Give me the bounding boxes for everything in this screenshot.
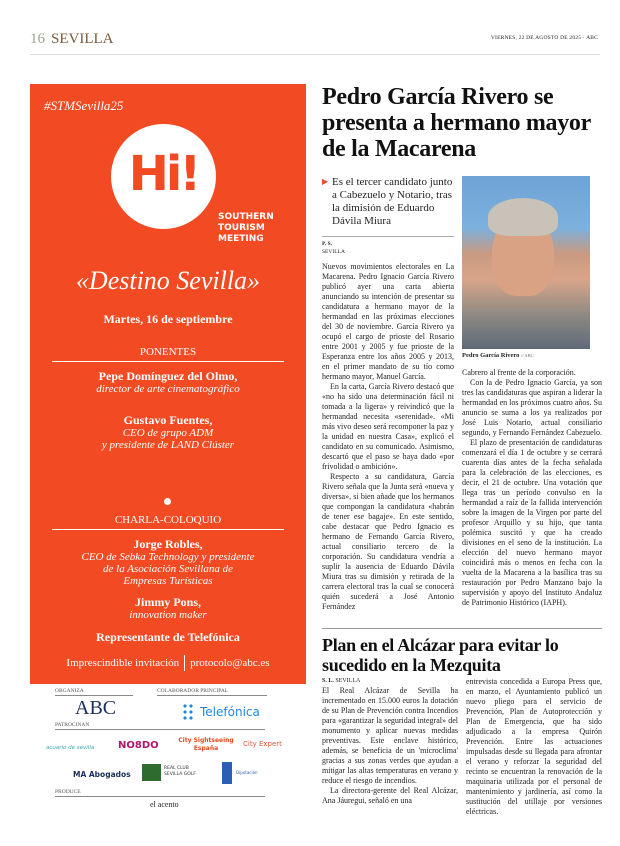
portrait-photo (462, 176, 590, 349)
photo-caption: Pedro García Rivero // ABC (462, 352, 534, 359)
golf-icon (142, 764, 161, 781)
byline: S. L. SEVILLA (322, 678, 361, 684)
dateline: VIERNES, 22 DE AGOSTO DE 2025 · ABC (490, 35, 598, 41)
speaker: Pepe Domínguez del Olmo, director de arte cinematográfico (96, 369, 240, 395)
city-sightseeing-logo: City Sightseeing España (178, 737, 234, 752)
diputacion-icon (222, 762, 232, 784)
coloquio-heading: CHARLA-COLOQUIO (52, 514, 284, 530)
abc-logo: ABC (75, 697, 117, 719)
invitation-line: Imprescindible invitación protocolo@abc.es (30, 655, 306, 671)
no8do-logo: NO8DO (118, 740, 159, 751)
diputacion-logo: Diputación (236, 770, 258, 775)
article-secondary (322, 628, 602, 817)
acuario-logo: acuario de sevilla (46, 745, 95, 751)
article-headline: Plan en el Alcázar para evitar lo sucedido en la Mezquita (322, 635, 559, 675)
bullet-dot (164, 498, 171, 505)
city-expert-logo: City Expert (243, 740, 282, 748)
speaker: Gustavo Fuentes, CEO de grupo ADM y presidente de LAND Clúster (101, 413, 235, 451)
article-body-columns: S. L. SEVILLA El Real Alcázar de Sevilla ha incrementado en 15.000 euros la dotación de su Plan de Prevención contra Incendios para «garantizar la seguridad integral» del monumento y aplicar nuevas medidas preventivas. Este enclave histórico, además, se beneficia de un 'microclima' gracias a sus zonas verdes que ayudan a mitigar las altas temperaturas en verano y reduce el riesgo de incendios. La directora-gerente del Real Alcázar, Ana Jáuregui, señaló en una entrevista concedida a Europa Press que, en marzo, el Ayuntamiento publicó un nuevo pliego para el servicio de Prevención, Plan de Autoprotección y Plan de Emergencia, que ha sido adjudicado a la empresa Quirón Prevención. Entre las actuaciones impulsadas desde su llegada para afrontar el verano y reforzar la seguridad del recinto se encuentran la renovación de la maquinaria utilizada por el personal de mantenimiento y jardinería, así como la sustitución del utillaje por versiones eléctricas. (322, 677, 602, 816)
page-number: 16 (30, 31, 45, 47)
article-summary: ▶ Es el tercer candidato junto a Cabezuelo y Notario, tras la dimisión de Eduardo Dávila Miura (322, 176, 453, 227)
divider (30, 54, 600, 55)
telefonica-icon (182, 703, 194, 721)
event-title: «Destino Sevilla» (75, 266, 261, 295)
el-acento-logo: el acento (150, 800, 179, 809)
speaker: Jimmy Pons, innovation maker (129, 595, 207, 621)
telefonica-logo: Telefónica (200, 705, 260, 719)
ma-abogados-logo: MA Abogados (73, 770, 131, 779)
byline: P. S. SEVILLA (322, 241, 345, 255)
event-name: SOUTHERN TOURISM MEETING (218, 212, 274, 244)
triangle-bullet-icon: ▶ (322, 177, 329, 186)
divider (322, 236, 454, 237)
golf-logo: REAL CLUB SEVILLA GOLF (164, 766, 196, 777)
telefonica-representative: Representante de Telefónica (96, 630, 240, 644)
protocol-email[interactable]: protocolo@abc.es (190, 657, 270, 669)
article-body-column: Nuevos movimientos electorales en La Macarena. Pedro Ignacio García Rivero publicó ayer una carta abierta anunciando su intención de presentar su candidatura a hermano mayor de la hermandad en las próximas elecciones del 30 de noviembre. García Rivero ya ocupó el cargo de prioste del Rosario entre 2001 y 2005 y fue prioste de la Esperanza entre los años 2005 y 2013, en el primer mandato de su tío como hermano mayor, Manuel García. En la carta, García Rivero destacó que «no ha sido una determinación fácil ni tomada a la ligera» y reivindicó que la hermandad necesita «serenidad». «Mi más vivo deseo será recomponer la paz y la unidad en nuestra Casa», explicó el candidato en su comunicado. Asimismo, descartó que el paso se haya dado «por frivolidad o ambición». Respecto a su candidatura, García Rivero señala que la Junta será «nueva y diversa», si bien añade que los hermanos que compongan la candidatura «habrán de tener ese bagaje». En este sentido, cabe destacar que Pedro Ignacio es hermano de Fernando García Rivero, actual consiliario tercero de la corporación. Su candidatura vendría a suplir la ausencia de Eduardo Dávila Miura tras su dimisión y retirada de la carrera electoral tras la cual se conocerá quién sucederá a José Antonio Fernández (322, 262, 454, 611)
event-advertisement (30, 84, 306, 684)
article-main (322, 84, 602, 612)
hi-logo: Hi! (111, 124, 216, 229)
article-headline: Pedro García Rivero se presenta a hermano mayor de la Macarena (322, 84, 591, 162)
event-date: Martes, 16 de septiembre (103, 312, 233, 326)
section-name: SEVILLA (51, 31, 114, 47)
speaker: Jorge Robles, CEO de Sebka Technology y presidente de la Asociación Sevillana de Empresas Turísticas (81, 537, 255, 587)
page-folio (30, 30, 114, 48)
hashtag: #STMSevilla25 (44, 98, 124, 113)
ponentes-heading: PONENTES (52, 346, 284, 362)
article-body-column: Cabrero al frente de la corporación. Con la de Pedro Ignacio García, ya son tres las candidaturas que aspiran a liderar la hermandad en los próximos cuatro años. Su anuncio se suma a los ya realizados por José Luis Notario, actual consiliario segundo, y Fernando Fernández Cabezuelo. El plazo de presentación de candidaturas comenzará el día 1 de octubre y se cerrará cuarenta días antes de la fecha señalada para la celebración de las elecciones, es decir, el 21 de octubre. Una votación que llega tras un período convulso en la hermandad a raíz de la fallida intervención sobre la imagen de la Virgen por parte del profesor Arquillo y su hijo, que tanta polémica suscitó y que ha creado divisiones en el seno de la institución. La elección del nuevo hermano mayor coincidirá más o menos en fecha con la vuelta de la Macarena a la basílica tras su restauración por Pedro Manzano bajo la supervisión y apoyo del Instituto Andaluz de Patrimonio Histórico (IAPH). (462, 368, 602, 607)
divider (322, 628, 602, 629)
